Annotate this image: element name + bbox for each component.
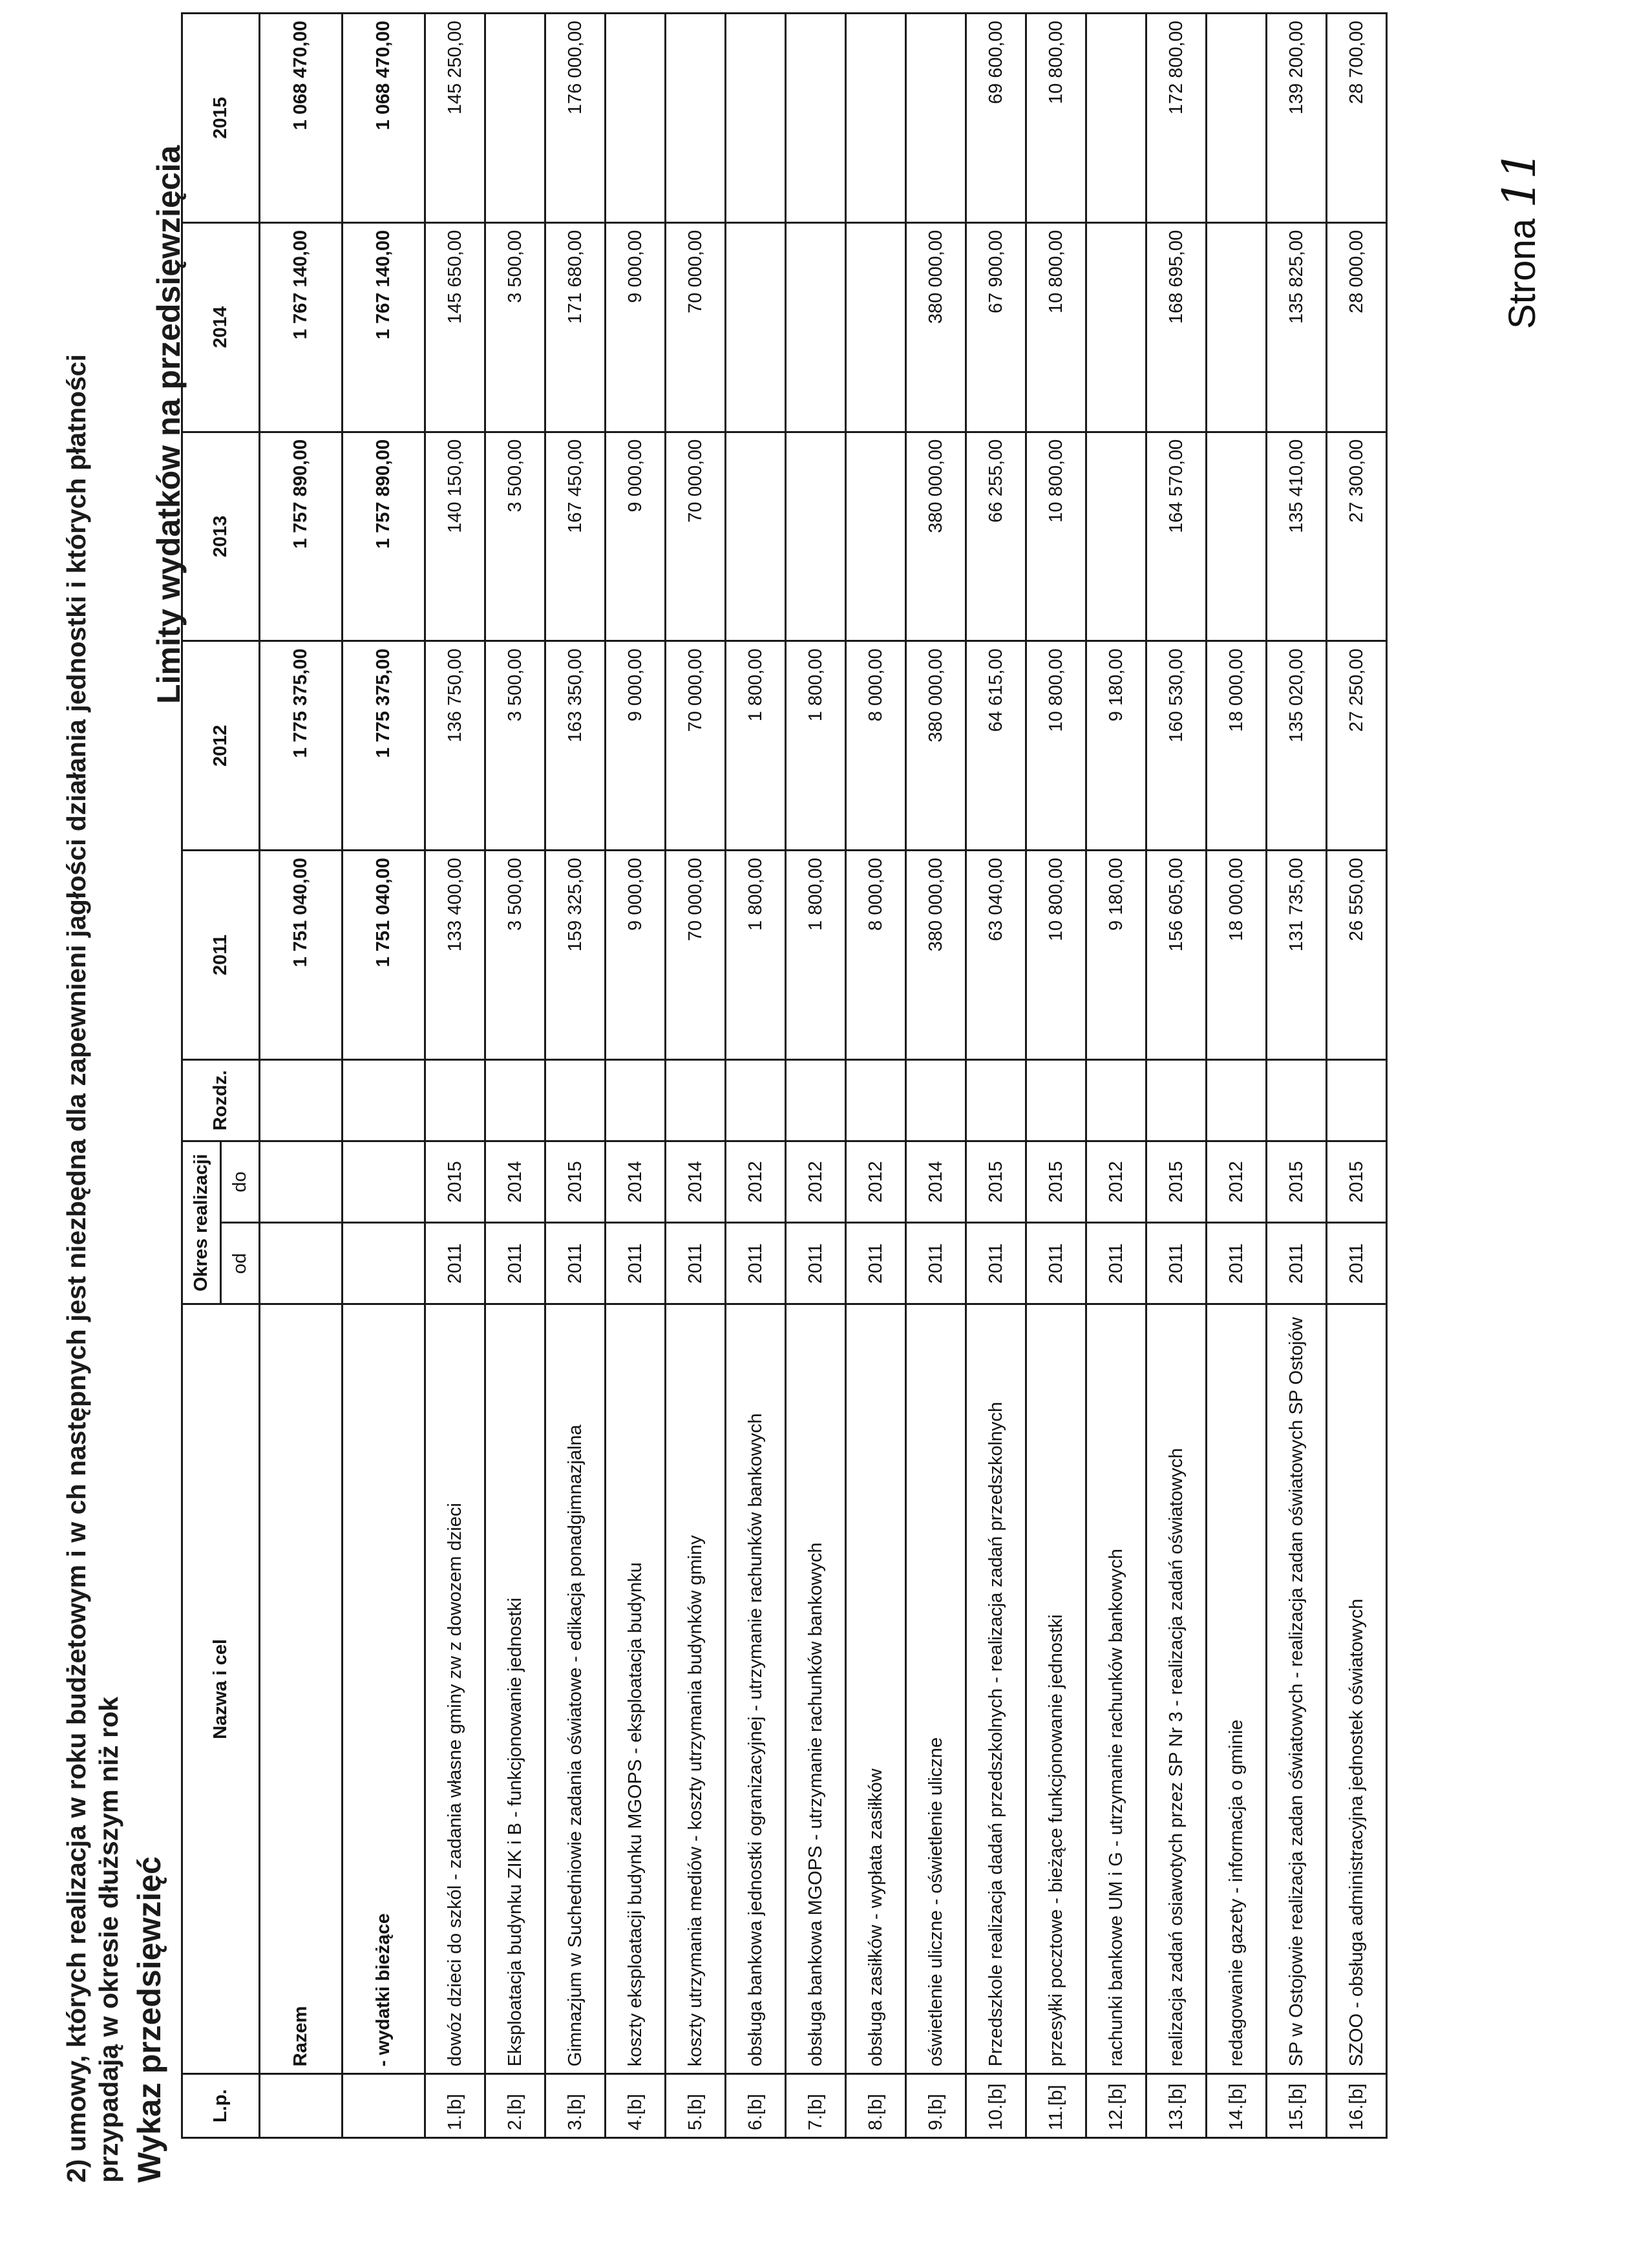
row-do: 2012 xyxy=(1207,1141,1267,1223)
value-2013: 164 570,00 xyxy=(1146,432,1207,641)
value-2011: 131 735,00 xyxy=(1267,851,1327,1060)
row-rozdz xyxy=(606,1059,666,1141)
value-2013 xyxy=(786,432,846,641)
value-2011: 380 000,00 xyxy=(906,851,966,1060)
table-row xyxy=(906,14,966,2138)
row-do: 2012 xyxy=(846,1141,906,1223)
value-2013: 167 450,00 xyxy=(545,432,606,641)
header-year-2013: 2013 xyxy=(182,432,260,641)
list-title: Wykaz przedsięwzięć xyxy=(131,1856,167,2183)
row-rozdz xyxy=(846,1059,906,1141)
value-2014: 145 650,00 xyxy=(425,222,485,432)
row-name: SZOO - obsługa administracyjna jednostek oświatowych xyxy=(1327,1304,1387,2074)
value-2011: 9 180,00 xyxy=(1086,851,1146,1060)
row-od: 2011 xyxy=(606,1223,666,1304)
table-row xyxy=(1086,14,1146,2138)
value-2013 xyxy=(846,432,906,641)
row-do: 2014 xyxy=(906,1141,966,1223)
row-lp: 1.[b] xyxy=(425,2074,485,2138)
row-od: 2011 xyxy=(906,1223,966,1304)
header-period: Okres realizacji xyxy=(182,1141,221,1304)
value-2014 xyxy=(846,222,906,432)
value-2012: 10 800,00 xyxy=(1026,641,1086,851)
row-name: obsługa zasiłków - wypłata zasiłków xyxy=(846,1304,906,2074)
row-name: redagowanie gazety - informacja o gminie xyxy=(1207,1304,1267,2074)
value-2011: 26 550,00 xyxy=(1327,851,1387,1060)
row-lp: 10.[b] xyxy=(966,2074,1026,2138)
value-2014: 1 767 140,00 xyxy=(260,222,343,432)
row-name: obsługa bankowa jednostki ogranizacyjnej - utrzymanie rachunków bankowych xyxy=(726,1304,786,2074)
value-2015 xyxy=(485,14,545,223)
row-od: 2011 xyxy=(1267,1223,1327,1304)
summary-label: - wydatki bieżące xyxy=(343,1304,425,2074)
value-2014 xyxy=(1207,222,1267,432)
table-row xyxy=(606,14,666,2138)
header-do: do xyxy=(221,1141,260,1223)
value-2013 xyxy=(1086,432,1146,641)
value-2014: 168 695,00 xyxy=(1146,222,1207,432)
row-name: koszty eksploatacji budynku MGOPS - eksploatacja budynku xyxy=(606,1304,666,2074)
value-2011: 70 000,00 xyxy=(666,851,726,1060)
row-lp: 16.[b] xyxy=(1327,2074,1387,2138)
row-lp: 9.[b] xyxy=(906,2074,966,2138)
value-2011: 156 605,00 xyxy=(1146,851,1207,1060)
table-row xyxy=(1327,14,1387,2138)
table-row xyxy=(666,14,726,2138)
value-2015: 28 700,00 xyxy=(1327,14,1387,223)
row-do: 2012 xyxy=(1086,1141,1146,1223)
value-2013: 27 300,00 xyxy=(1327,432,1387,641)
row-lp: 7.[b] xyxy=(786,2074,846,2138)
row-rozdz xyxy=(786,1059,846,1141)
row-od: 2011 xyxy=(1146,1223,1207,1304)
value-2013 xyxy=(726,432,786,641)
empty-cell xyxy=(260,1223,343,1304)
value-2015: 10 800,00 xyxy=(1026,14,1086,223)
value-2015: 1 068 470,00 xyxy=(260,14,343,223)
row-do: 2015 xyxy=(1267,1141,1327,1223)
row-od: 2011 xyxy=(966,1223,1026,1304)
value-2014 xyxy=(726,222,786,432)
row-name: oświetlenie uliczne - oświetlenie uliczne xyxy=(906,1304,966,2074)
empty-lp xyxy=(343,2074,425,2138)
value-2013: 10 800,00 xyxy=(1026,432,1086,641)
projects-table xyxy=(181,12,1388,2139)
value-2011: 9 000,00 xyxy=(606,851,666,1060)
value-2014: 67 900,00 xyxy=(966,222,1026,432)
header-name: Nazwa i cel xyxy=(182,1304,260,2074)
value-2012: 1 775 375,00 xyxy=(260,641,343,851)
table-row xyxy=(1207,14,1267,2138)
value-2015: 172 800,00 xyxy=(1146,14,1207,223)
row-name: SP w Ostojowie realizacja zadan oświatowych - realizacja zadan oświatowych SP Ostojów xyxy=(1267,1304,1327,2074)
row-lp: 6.[b] xyxy=(726,2074,786,2138)
value-2015: 139 200,00 xyxy=(1267,14,1327,223)
row-od: 2011 xyxy=(1207,1223,1267,1304)
table-body xyxy=(260,14,1387,2138)
value-2015 xyxy=(786,14,846,223)
empty-cell xyxy=(260,1059,343,1141)
page-number: 11 xyxy=(1493,150,1546,208)
value-2012: 3 500,00 xyxy=(485,641,545,851)
value-2014: 135 825,00 xyxy=(1267,222,1327,432)
row-do: 2014 xyxy=(485,1141,545,1223)
value-2012: 135 020,00 xyxy=(1267,641,1327,851)
row-lp: 5.[b] xyxy=(666,2074,726,2138)
row-do: 2015 xyxy=(966,1141,1026,1223)
row-lp: 11.[b] xyxy=(1026,2074,1086,2138)
row-od: 2011 xyxy=(726,1223,786,1304)
value-2012: 160 530,00 xyxy=(1146,641,1207,851)
row-od: 2011 xyxy=(666,1223,726,1304)
table-row xyxy=(786,14,846,2138)
value-2013: 3 500,00 xyxy=(485,432,545,641)
row-name: obsługa bankowa MGOPS - utrzymanie rachunków bankowych xyxy=(786,1304,846,2074)
value-2014: 3 500,00 xyxy=(485,222,545,432)
row-rozdz xyxy=(906,1059,966,1141)
row-od: 2011 xyxy=(1086,1223,1146,1304)
value-2015 xyxy=(846,14,906,223)
value-2012: 380 000,00 xyxy=(906,641,966,851)
value-2013: 9 000,00 xyxy=(606,432,666,641)
value-2012: 9 180,00 xyxy=(1086,641,1146,851)
row-rozdz xyxy=(425,1059,485,1141)
heading-line-2: przypadają w okresie dłuższym niż rok xyxy=(94,1697,123,2183)
value-2011: 63 040,00 xyxy=(966,851,1026,1060)
table-row xyxy=(1267,14,1327,2138)
row-do: 2014 xyxy=(606,1141,666,1223)
row-od: 2011 xyxy=(1327,1223,1387,1304)
value-2011: 10 800,00 xyxy=(1026,851,1086,1060)
table-row xyxy=(425,14,485,2138)
value-2015 xyxy=(1086,14,1146,223)
row-rozdz xyxy=(545,1059,606,1141)
row-rozdz xyxy=(1086,1059,1146,1141)
value-2013: 135 410,00 xyxy=(1267,432,1327,641)
table-row xyxy=(726,14,786,2138)
row-do: 2014 xyxy=(666,1141,726,1223)
value-2012: 70 000,00 xyxy=(666,641,726,851)
value-2013: 140 150,00 xyxy=(425,432,485,641)
row-lp: 12.[b] xyxy=(1086,2074,1146,2138)
row-rozdz xyxy=(666,1059,726,1141)
value-2012: 136 750,00 xyxy=(425,641,485,851)
header-year-2015: 2015 xyxy=(182,14,260,223)
value-2014 xyxy=(1086,222,1146,432)
value-2014: 380 000,00 xyxy=(906,222,966,432)
value-2012: 27 250,00 xyxy=(1327,641,1387,851)
table-row xyxy=(966,14,1026,2138)
value-2015: 176 000,00 xyxy=(545,14,606,223)
row-do: 2012 xyxy=(786,1141,846,1223)
current-expenses-row xyxy=(343,14,425,2138)
row-od: 2011 xyxy=(425,1223,485,1304)
row-do: 2015 xyxy=(545,1141,606,1223)
value-2012: 9 000,00 xyxy=(606,641,666,851)
row-name: koszty utrzymania mediów - koszty utrzymania budynków gminy xyxy=(666,1304,726,2074)
value-2014: 9 000,00 xyxy=(606,222,666,432)
empty-cell xyxy=(343,1141,425,1223)
row-name: Eksploatacja budynku ZIK i B - funkcjonowanie jednostki xyxy=(485,1304,545,2074)
value-2013: 66 255,00 xyxy=(966,432,1026,641)
row-do: 2015 xyxy=(425,1141,485,1223)
heading-line-1: 2) umowy, których realizacja w roku budżetowym i w ch następnych jest niezbędna dla zapewnieni jagłości działania jednostki i których płatności xyxy=(61,354,91,2183)
value-2015 xyxy=(906,14,966,223)
value-2015 xyxy=(606,14,666,223)
row-od: 2011 xyxy=(485,1223,545,1304)
row-od: 2011 xyxy=(545,1223,606,1304)
value-2014: 28 000,00 xyxy=(1327,222,1387,432)
limits-title: Limity wydatków na przedsięwzięcia xyxy=(151,145,187,704)
value-2011: 1 800,00 xyxy=(786,851,846,1060)
value-2012: 1 800,00 xyxy=(726,641,786,851)
row-do: 2015 xyxy=(1026,1141,1086,1223)
value-2012: 163 350,00 xyxy=(545,641,606,851)
value-2013: 70 000,00 xyxy=(666,432,726,641)
value-2011: 1 800,00 xyxy=(726,851,786,1060)
summary-label: Razem xyxy=(260,1304,343,2074)
empty-cell xyxy=(343,1223,425,1304)
value-2015 xyxy=(1207,14,1267,223)
value-2012: 18 000,00 xyxy=(1207,641,1267,851)
value-2014: 10 800,00 xyxy=(1026,222,1086,432)
row-name: Gimnazjum w Suchedniowie zadania oświatowe - edikacja ponadgimnazjalna xyxy=(545,1304,606,2074)
header-year-2014: 2014 xyxy=(182,222,260,432)
value-2014: 171 680,00 xyxy=(545,222,606,432)
row-od: 2011 xyxy=(1026,1223,1086,1304)
row-rozdz xyxy=(726,1059,786,1141)
value-2012: 64 615,00 xyxy=(966,641,1026,851)
value-2013: 1 757 890,00 xyxy=(343,432,425,641)
row-lp: 15.[b] xyxy=(1267,2074,1327,2138)
table-row xyxy=(485,14,545,2138)
value-2012: 1 775 375,00 xyxy=(343,641,425,851)
value-2013: 380 000,00 xyxy=(906,432,966,641)
header-rozdz: Rozdz. xyxy=(182,1059,260,1141)
value-2012: 8 000,00 xyxy=(846,641,906,851)
row-od: 2011 xyxy=(846,1223,906,1304)
row-rozdz xyxy=(1267,1059,1327,1141)
value-2015 xyxy=(666,14,726,223)
row-do: 2015 xyxy=(1146,1141,1207,1223)
value-2014 xyxy=(786,222,846,432)
row-name: realizacja zadań osiawotych przez SP Nr 3 - realizacja zadań oświatowych xyxy=(1146,1304,1207,2074)
value-2015: 145 250,00 xyxy=(425,14,485,223)
table-row xyxy=(846,14,906,2138)
table-row xyxy=(1026,14,1086,2138)
page-label: Strona xyxy=(1501,218,1543,329)
value-2011: 133 400,00 xyxy=(425,851,485,1060)
header-lp: L.p. xyxy=(182,2074,260,2138)
header-year-2011: 2011 xyxy=(182,851,260,1060)
empty-cell xyxy=(343,1059,425,1141)
value-2012: 1 800,00 xyxy=(786,641,846,851)
value-2014: 1 767 140,00 xyxy=(343,222,425,432)
row-do: 2015 xyxy=(1327,1141,1387,1223)
value-2011: 8 000,00 xyxy=(846,851,906,1060)
header-year-2012: 2012 xyxy=(182,641,260,851)
row-lp: 13.[b] xyxy=(1146,2074,1207,2138)
total-row xyxy=(260,14,343,2138)
table-row xyxy=(1146,14,1207,2138)
row-od: 2011 xyxy=(786,1223,846,1304)
row-lp: 4.[b] xyxy=(606,2074,666,2138)
value-2011: 3 500,00 xyxy=(485,851,545,1060)
value-2014: 70 000,00 xyxy=(666,222,726,432)
value-2013 xyxy=(1207,432,1267,641)
value-2015: 1 068 470,00 xyxy=(343,14,425,223)
value-2015 xyxy=(726,14,786,223)
row-lp: 3.[b] xyxy=(545,2074,606,2138)
value-2013: 1 757 890,00 xyxy=(260,432,343,641)
row-name: przesyłki pocztowe - bieżące funkcjonowanie jednostki xyxy=(1026,1304,1086,2074)
row-name: dowóz dzieci do szkól - zadania własne gminy zw z dowozem dzieci xyxy=(425,1304,485,2074)
empty-cell xyxy=(260,1141,343,1223)
row-rozdz xyxy=(1026,1059,1086,1141)
row-lp: 14.[b] xyxy=(1207,2074,1267,2138)
row-rozdz xyxy=(485,1059,545,1141)
empty-lp xyxy=(260,2074,343,2138)
value-2011: 18 000,00 xyxy=(1207,851,1267,1060)
row-name: Przedszkole realizacja dadań przedszkolnych - realizacja zadań przedszkolnych xyxy=(966,1304,1026,2074)
row-rozdz xyxy=(966,1059,1026,1141)
row-lp: 8.[b] xyxy=(846,2074,906,2138)
row-rozdz xyxy=(1207,1059,1267,1141)
page-footer xyxy=(1493,151,1546,329)
row-do: 2012 xyxy=(726,1141,786,1223)
table-row xyxy=(545,14,606,2138)
row-name: rachunki bankowe UM i G - utrzymanie rachunków bankowych xyxy=(1086,1304,1146,2074)
value-2011: 159 325,00 xyxy=(545,851,606,1060)
row-rozdz xyxy=(1146,1059,1207,1141)
value-2011: 1 751 040,00 xyxy=(343,851,425,1060)
row-lp: 2.[b] xyxy=(485,2074,545,2138)
header-od: od xyxy=(221,1223,260,1304)
value-2011: 1 751 040,00 xyxy=(260,851,343,1060)
value-2015: 69 600,00 xyxy=(966,14,1026,223)
row-rozdz xyxy=(1327,1059,1387,1141)
